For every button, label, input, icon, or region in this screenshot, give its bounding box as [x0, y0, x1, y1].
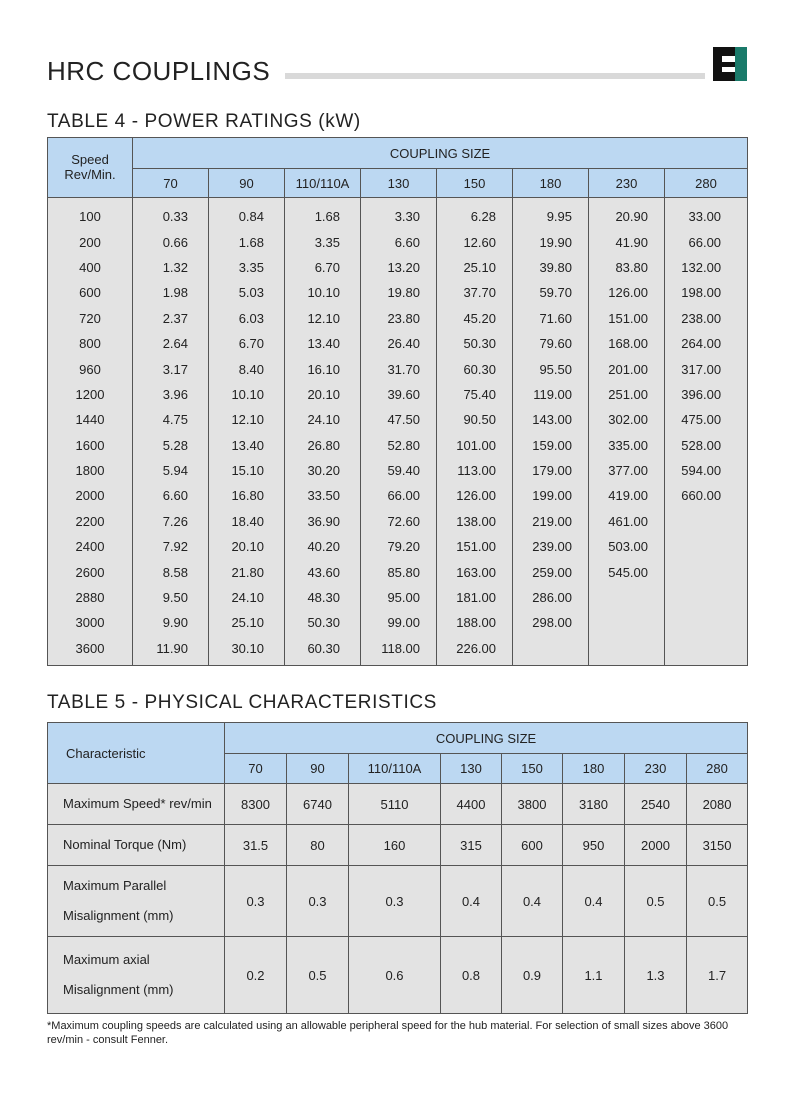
power-rating-cell: 25.10	[209, 610, 285, 635]
size-header: 130	[361, 169, 437, 198]
characteristic-label: Maximum Speed* rev/min	[48, 784, 225, 825]
power-rating-cell	[665, 585, 748, 610]
characteristic-value-cell: 0.4	[563, 866, 625, 937]
power-rating-cell: 503.00	[589, 534, 665, 559]
size-header: 180	[513, 169, 589, 198]
power-rating-cell: 5.94	[133, 458, 209, 483]
power-rating-cell	[589, 636, 665, 666]
power-rating-cell: 179.00	[513, 458, 589, 483]
table-row	[48, 198, 748, 230]
power-rating-cell: 66.00	[665, 229, 748, 254]
power-rating-cell: 26.80	[285, 433, 361, 458]
power-rating-cell: 159.00	[513, 433, 589, 458]
power-rating-cell	[665, 534, 748, 559]
power-rating-cell: 43.60	[285, 559, 361, 584]
power-rating-cell: 251.00	[589, 382, 665, 407]
power-rating-cell: 20.10	[209, 534, 285, 559]
power-rating-cell: 20.90	[589, 198, 665, 230]
speed-cell: 3000	[48, 610, 133, 635]
power-rating-cell: 201.00	[589, 356, 665, 381]
table-row	[48, 280, 748, 305]
power-rating-cell: 39.80	[513, 255, 589, 280]
power-rating-cell	[665, 610, 748, 635]
power-rating-cell: 0.66	[133, 229, 209, 254]
power-rating-cell: 30.10	[209, 636, 285, 666]
power-rating-cell: 1.68	[285, 198, 361, 230]
characteristic-value-cell: 160	[349, 825, 441, 866]
characteristic-value-cell: 600	[502, 825, 563, 866]
power-rating-cell: 33.00	[665, 198, 748, 230]
power-rating-cell: 419.00	[589, 483, 665, 508]
characteristic-value-cell: 0.3	[287, 866, 349, 937]
power-rating-cell: 7.26	[133, 509, 209, 534]
power-rating-cell: 75.40	[437, 382, 513, 407]
size-header: 280	[665, 169, 748, 198]
power-rating-cell: 545.00	[589, 559, 665, 584]
power-rating-cell: 3.35	[209, 255, 285, 280]
table-row	[48, 610, 748, 635]
power-rating-cell: 24.10	[285, 407, 361, 432]
speed-cell: 800	[48, 331, 133, 356]
power-rating-cell: 60.30	[437, 356, 513, 381]
characteristic-value-cell: 1.3	[625, 937, 687, 1014]
characteristic-value-cell: 0.9	[502, 937, 563, 1014]
power-rating-cell: 10.10	[285, 280, 361, 305]
power-rating-cell: 8.40	[209, 356, 285, 381]
power-rating-cell: 1.32	[133, 255, 209, 280]
characteristic-value-cell: 0.5	[287, 937, 349, 1014]
table-row	[48, 483, 748, 508]
speed-cell: 3600	[48, 636, 133, 666]
power-rating-cell: 25.10	[437, 255, 513, 280]
power-rating-cell: 5.03	[209, 280, 285, 305]
power-rating-cell: 79.20	[361, 534, 437, 559]
power-rating-cell: 12.10	[209, 407, 285, 432]
coupling-size-header: COUPLING SIZE	[225, 723, 748, 754]
table-row	[48, 559, 748, 584]
power-rating-cell: 95.50	[513, 356, 589, 381]
size-header: 180	[563, 754, 625, 784]
power-rating-cell: 60.30	[285, 636, 361, 666]
power-rating-cell: 18.40	[209, 509, 285, 534]
power-rating-cell: 6.60	[133, 483, 209, 508]
power-rating-cell: 33.50	[285, 483, 361, 508]
characteristic-value-cell: 0.6	[349, 937, 441, 1014]
power-rating-cell: 396.00	[665, 382, 748, 407]
table-row	[48, 534, 748, 559]
speed-cell: 720	[48, 306, 133, 331]
power-rating-cell: 90.50	[437, 407, 513, 432]
size-header: 230	[625, 754, 687, 784]
characteristic-value-cell: 1.1	[563, 937, 625, 1014]
characteristic-value-cell: 0.3	[349, 866, 441, 937]
characteristic-value-cell: 0.4	[441, 866, 502, 937]
power-rating-cell: 6.70	[209, 331, 285, 356]
table4-title: TABLE 4 - POWER RATINGS (kW)	[47, 111, 361, 132]
power-rating-cell: 0.33	[133, 198, 209, 230]
power-rating-cell: 5.28	[133, 433, 209, 458]
size-header: 70	[225, 754, 287, 784]
power-rating-cell: 181.00	[437, 585, 513, 610]
power-rating-cell: 302.00	[589, 407, 665, 432]
size-header: 90	[287, 754, 349, 784]
power-rating-cell: 13.40	[285, 331, 361, 356]
power-rating-cell: 2.37	[133, 306, 209, 331]
table-row	[48, 331, 748, 356]
characteristic-value-cell: 0.4	[502, 866, 563, 937]
table-row	[48, 255, 748, 280]
power-rating-cell: 30.20	[285, 458, 361, 483]
power-rating-cell	[513, 636, 589, 666]
power-rating-cell: 3.17	[133, 356, 209, 381]
power-rating-cell: 59.70	[513, 280, 589, 305]
size-header: 70	[133, 169, 209, 198]
power-rating-cell: 15.10	[209, 458, 285, 483]
power-rating-cell: 4.75	[133, 407, 209, 432]
speed-cell: 2400	[48, 534, 133, 559]
speed-cell: 1600	[48, 433, 133, 458]
speed-cell: 400	[48, 255, 133, 280]
characteristic-value-cell: 2000	[625, 825, 687, 866]
size-header: 90	[209, 169, 285, 198]
power-rating-cell: 118.00	[361, 636, 437, 666]
power-rating-cell: 126.00	[437, 483, 513, 508]
power-rating-cell: 47.50	[361, 407, 437, 432]
power-rating-cell: 41.90	[589, 229, 665, 254]
power-rating-cell: 168.00	[589, 331, 665, 356]
power-rating-cell: 7.92	[133, 534, 209, 559]
power-rating-cell: 79.60	[513, 331, 589, 356]
speed-cell: 1200	[48, 382, 133, 407]
power-rating-cell: 2.64	[133, 331, 209, 356]
table-row	[48, 866, 748, 937]
power-rating-cell: 20.10	[285, 382, 361, 407]
size-header: 280	[687, 754, 748, 784]
speed-cell: 1440	[48, 407, 133, 432]
power-rating-cell	[665, 559, 748, 584]
speed-cell: 2880	[48, 585, 133, 610]
characteristic-label: Maximum axial Misalignment (mm)	[48, 937, 225, 1014]
power-rating-cell: 37.70	[437, 280, 513, 305]
characteristic-value-cell: 315	[441, 825, 502, 866]
power-ratings-table	[47, 137, 748, 666]
speed-cell: 1800	[48, 458, 133, 483]
power-rating-cell: 36.90	[285, 509, 361, 534]
characteristic-label: Nominal Torque (Nm)	[48, 825, 225, 866]
power-rating-cell: 52.80	[361, 433, 437, 458]
characteristic-column-header: Characteristic	[48, 723, 225, 784]
power-rating-cell: 40.20	[285, 534, 361, 559]
power-rating-cell: 198.00	[665, 280, 748, 305]
characteristic-value-cell: 0.2	[225, 937, 287, 1014]
power-rating-cell: 83.80	[589, 255, 665, 280]
power-rating-cell: 95.00	[361, 585, 437, 610]
size-header: 230	[589, 169, 665, 198]
power-rating-cell: 9.50	[133, 585, 209, 610]
size-header: 130	[441, 754, 502, 784]
power-rating-cell	[589, 585, 665, 610]
power-rating-cell: 12.10	[285, 306, 361, 331]
table-row	[48, 458, 748, 483]
characteristic-value-cell: 2080	[687, 784, 748, 825]
power-rating-cell: 594.00	[665, 458, 748, 483]
table-row	[48, 585, 748, 610]
footnote: *Maximum coupling speeds are calculated using an allowable peripheral speed for the hub material. For selection of small sizes above 3600 rev/min - consult Fenner.	[47, 1020, 729, 1046]
speed-cell: 2600	[48, 559, 133, 584]
power-rating-cell	[589, 610, 665, 635]
power-rating-cell: 317.00	[665, 356, 748, 381]
power-rating-cell: 259.00	[513, 559, 589, 584]
power-rating-cell: 3.96	[133, 382, 209, 407]
power-rating-cell: 528.00	[665, 433, 748, 458]
power-rating-cell: 11.90	[133, 636, 209, 666]
power-rating-cell: 85.80	[361, 559, 437, 584]
power-rating-cell: 23.80	[361, 306, 437, 331]
power-rating-cell: 143.00	[513, 407, 589, 432]
power-rating-cell: 9.95	[513, 198, 589, 230]
power-rating-cell: 132.00	[665, 255, 748, 280]
power-rating-cell: 19.90	[513, 229, 589, 254]
power-rating-cell: 151.00	[437, 534, 513, 559]
power-rating-cell	[665, 509, 748, 534]
power-rating-cell: 188.00	[437, 610, 513, 635]
power-rating-cell	[665, 636, 748, 666]
power-rating-cell: 21.80	[209, 559, 285, 584]
power-rating-cell: 0.84	[209, 198, 285, 230]
power-rating-cell: 238.00	[665, 306, 748, 331]
power-rating-cell: 24.10	[209, 585, 285, 610]
power-rating-cell: 6.70	[285, 255, 361, 280]
characteristic-value-cell: 1.7	[687, 937, 748, 1014]
power-rating-cell: 3.30	[361, 198, 437, 230]
power-rating-cell: 264.00	[665, 331, 748, 356]
size-header: 110/110A	[285, 169, 361, 198]
power-rating-cell: 226.00	[437, 636, 513, 666]
characteristic-value-cell: 31.5	[225, 825, 287, 866]
power-rating-cell: 10.10	[209, 382, 285, 407]
characteristic-value-cell: 5110	[349, 784, 441, 825]
characteristic-value-cell: 6740	[287, 784, 349, 825]
power-rating-cell: 6.28	[437, 198, 513, 230]
characteristic-value-cell: 950	[563, 825, 625, 866]
table-row	[48, 356, 748, 381]
power-rating-cell: 660.00	[665, 483, 748, 508]
power-rating-cell: 138.00	[437, 509, 513, 534]
speed-column-header: Speed Rev/Min.	[48, 138, 133, 198]
characteristic-value-cell: 80	[287, 825, 349, 866]
table-row	[48, 784, 748, 825]
power-rating-cell: 3.35	[285, 229, 361, 254]
table-row	[48, 509, 748, 534]
power-rating-cell: 45.20	[437, 306, 513, 331]
power-rating-cell: 66.00	[361, 483, 437, 508]
table-row	[48, 382, 748, 407]
power-rating-cell: 72.60	[361, 509, 437, 534]
coupling-size-header: COUPLING SIZE	[133, 138, 748, 169]
power-rating-cell: 31.70	[361, 356, 437, 381]
power-rating-cell: 335.00	[589, 433, 665, 458]
characteristic-value-cell: 0.5	[625, 866, 687, 937]
power-rating-cell: 286.00	[513, 585, 589, 610]
characteristic-value-cell: 3150	[687, 825, 748, 866]
size-header: 110/110A	[349, 754, 441, 784]
power-rating-cell: 48.30	[285, 585, 361, 610]
power-rating-cell: 1.98	[133, 280, 209, 305]
power-rating-cell: 59.40	[361, 458, 437, 483]
characteristic-value-cell: 3180	[563, 784, 625, 825]
size-header: 150	[437, 169, 513, 198]
title-rule	[285, 73, 705, 79]
page-title: HRC COUPLINGS	[47, 56, 271, 86]
speed-cell: 200	[48, 229, 133, 254]
power-rating-cell: 39.60	[361, 382, 437, 407]
characteristic-value-cell: 2540	[625, 784, 687, 825]
power-rating-cell: 19.80	[361, 280, 437, 305]
characteristic-value-cell: 0.5	[687, 866, 748, 937]
power-rating-cell: 50.30	[437, 331, 513, 356]
speed-cell: 2200	[48, 509, 133, 534]
power-rating-cell: 239.00	[513, 534, 589, 559]
power-rating-cell: 16.10	[285, 356, 361, 381]
power-rating-cell: 475.00	[665, 407, 748, 432]
power-rating-cell: 101.00	[437, 433, 513, 458]
table-row	[48, 825, 748, 866]
power-rating-cell: 8.58	[133, 559, 209, 584]
power-rating-cell: 1.68	[209, 229, 285, 254]
characteristic-value-cell: 0.8	[441, 937, 502, 1014]
power-rating-cell: 119.00	[513, 382, 589, 407]
size-header: 150	[502, 754, 563, 784]
power-rating-cell: 13.40	[209, 433, 285, 458]
characteristic-value-cell: 8300	[225, 784, 287, 825]
table-row	[48, 229, 748, 254]
power-rating-cell: 13.20	[361, 255, 437, 280]
table-row	[48, 433, 748, 458]
power-rating-cell: 50.30	[285, 610, 361, 635]
power-rating-cell: 99.00	[361, 610, 437, 635]
power-rating-cell: 113.00	[437, 458, 513, 483]
speed-cell: 100	[48, 198, 133, 230]
fenner-logo-icon	[713, 47, 747, 81]
table-row	[48, 636, 748, 666]
table-row	[48, 407, 748, 432]
power-rating-cell: 126.00	[589, 280, 665, 305]
power-rating-cell: 6.60	[361, 229, 437, 254]
power-rating-cell: 9.90	[133, 610, 209, 635]
table-row	[48, 306, 748, 331]
physical-characteristics-table	[47, 722, 748, 1014]
power-rating-cell: 6.03	[209, 306, 285, 331]
power-rating-cell: 71.60	[513, 306, 589, 331]
table5-title: TABLE 5 - PHYSICAL CHARACTERISTICS	[47, 692, 437, 713]
speed-cell: 960	[48, 356, 133, 381]
power-rating-cell: 199.00	[513, 483, 589, 508]
power-rating-cell: 377.00	[589, 458, 665, 483]
characteristic-label: Maximum Parallel Misalignment (mm)	[48, 866, 225, 937]
power-rating-cell: 461.00	[589, 509, 665, 534]
speed-cell: 600	[48, 280, 133, 305]
power-rating-cell: 12.60	[437, 229, 513, 254]
table-row	[48, 937, 748, 1014]
characteristic-value-cell: 0.3	[225, 866, 287, 937]
power-rating-cell: 298.00	[513, 610, 589, 635]
power-rating-cell: 163.00	[437, 559, 513, 584]
characteristic-value-cell: 3800	[502, 784, 563, 825]
characteristic-value-cell: 4400	[441, 784, 502, 825]
power-rating-cell: 151.00	[589, 306, 665, 331]
speed-cell: 2000	[48, 483, 133, 508]
power-rating-cell: 219.00	[513, 509, 589, 534]
power-rating-cell: 16.80	[209, 483, 285, 508]
power-rating-cell: 26.40	[361, 331, 437, 356]
